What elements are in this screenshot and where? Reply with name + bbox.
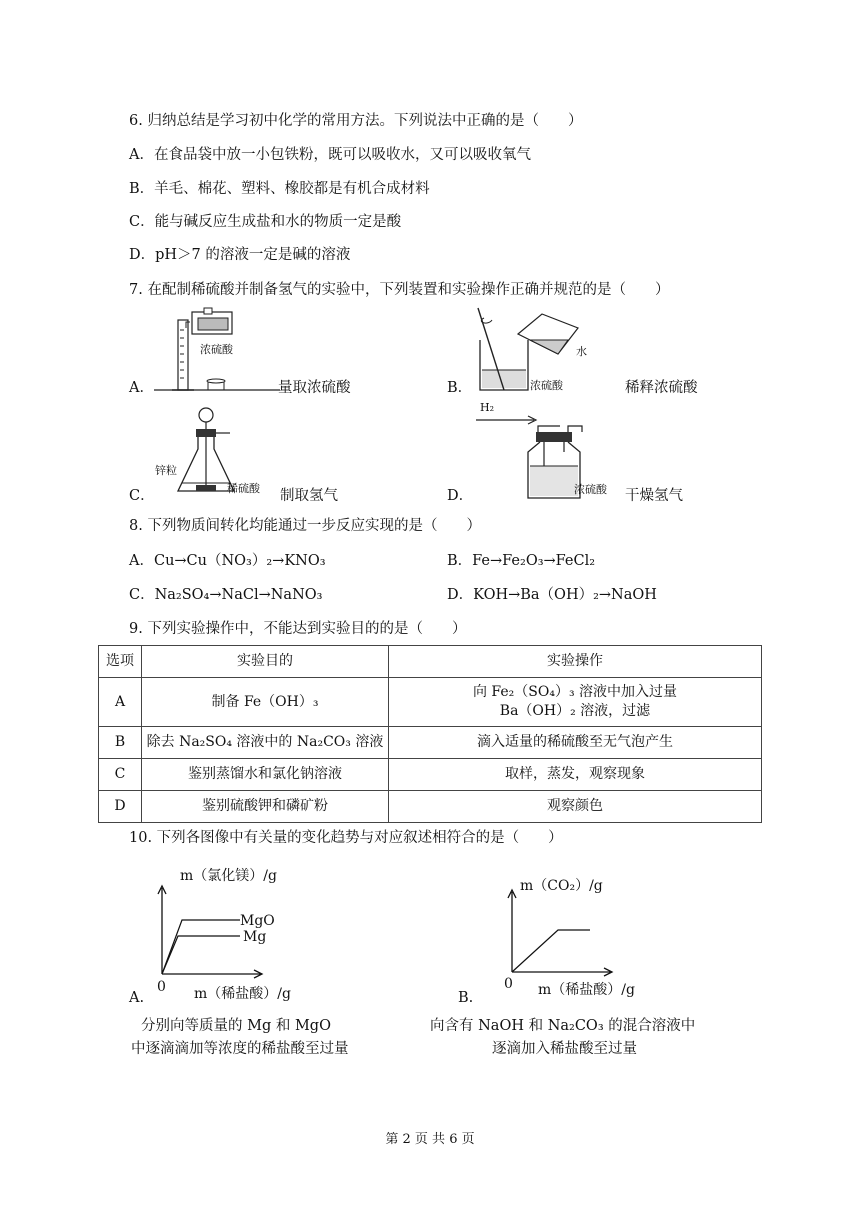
q7a-caption: 量取浓硫酸 — [278, 380, 351, 396]
q10b-series-line — [512, 930, 590, 972]
table-cell-line: Ba（OH）₂ 溶液，过滤 — [499, 703, 651, 719]
q7c-caption: 制取氢气 — [280, 488, 338, 504]
table-cell: D — [99, 791, 142, 823]
q7c-acid-label: 稀硫酸 — [227, 482, 260, 495]
table-cell — [389, 678, 762, 727]
q7b-acid-label: 浓硫酸 — [530, 379, 563, 392]
q8-option-a: A．Cu→Cu（NO₃）₂→KNO₃ — [129, 553, 326, 569]
table-header-cell: 实验目的 — [142, 646, 389, 678]
q10a-y-axis-label: m（氯化镁）/g — [180, 868, 277, 884]
table-header-cell: 选项 — [99, 646, 142, 678]
q10a-series-mgo-label: MgO — [240, 913, 275, 929]
q10b-origin-label: 0 — [504, 976, 513, 992]
q6-stem: 6. 归纳总结是学习初中化学的常用方法。下列说法中正确的是（ ） — [129, 113, 583, 129]
q8-option-b: B．Fe→Fe₂O₃→FeCl₂ — [447, 553, 596, 569]
q10b-description-line-2: 逐滴加入稀盐酸至过量 — [492, 1041, 637, 1057]
q10b-graph — [500, 888, 620, 980]
table-cell: 观察颜色 — [389, 791, 762, 823]
table-cell: 鉴别硫酸钾和磷矿粉 — [142, 791, 389, 823]
table-row — [99, 759, 762, 791]
q9-stem: 9. 下列实验操作中，不能达到实验目的的是（ ） — [129, 621, 467, 637]
table-header-cell: 实验操作 — [389, 646, 762, 678]
q7b-letter: B． — [447, 380, 473, 396]
page-footer: 第 2 页 共 6 页 — [385, 1132, 475, 1147]
q7d-acid-label: 浓硫酸 — [574, 483, 607, 496]
q10b-letter: B. — [458, 990, 474, 1006]
q7d-letter: D． — [447, 488, 474, 504]
q10-stem: 10. 下列各图像中有关量的变化趋势与对应叙述相符合的是（ ） — [129, 830, 563, 846]
table-header-row — [99, 646, 762, 678]
q10a-series-mg-label: Mg — [243, 929, 267, 945]
q7b-caption: 稀释浓硫酸 — [625, 380, 698, 396]
q7d-caption: 干燥氢气 — [625, 488, 683, 504]
table-cell-line: 向 Fe₂（SO₄）₃ 溶液中加入过量 — [472, 684, 678, 700]
q7-stem: 7. 在配制稀硫酸并制备氢气的实验中，下列装置和实验操作正确并规范的是（ ） — [129, 282, 670, 298]
q10a-letter: A. — [129, 990, 145, 1006]
q10a-origin-label: 0 — [157, 979, 166, 995]
q7a-acid-label: 浓硫酸 — [200, 343, 233, 356]
q10a-x-axis-label: m（稀盐酸）/g — [194, 986, 291, 1002]
q6-option-a: A．在食品袋中放一小包铁粉，既可以吸收水，又可以吸收氧气 — [129, 147, 531, 163]
q7d-gas-label: H₂ — [480, 401, 495, 414]
table-cell: 取样，蒸发，观察现象 — [389, 759, 762, 791]
table-row — [99, 678, 762, 727]
q7b-water-label: 水 — [576, 345, 587, 358]
q6-option-d: D．pH＞7 的溶液一定是碱的溶液 — [129, 247, 351, 263]
table-row — [99, 727, 762, 759]
q6-option-b: B．羊毛、棉花、塑料、橡胶都是有机合成材料 — [129, 181, 430, 197]
table-row — [99, 791, 762, 823]
q8-option-c: C．Na₂SO₄→NaCl→NaNO₃ — [129, 587, 323, 603]
table-cell: C — [99, 759, 142, 791]
table-cell: 滴入适量的稀硫酸至无气泡产生 — [389, 727, 762, 759]
q10b-y-axis-label: m（CO₂）/g — [520, 878, 603, 894]
q6-option-c: C．能与碱反应生成盐和水的物质一定是酸 — [129, 214, 402, 230]
table-cell: A — [99, 678, 142, 727]
table-cell: 制备 Fe（OH）₃ — [142, 678, 389, 727]
q8-stem: 8. 下列物质间转化均能通过一步反应实现的是（ ） — [129, 518, 481, 534]
q10a-description-line-2: 中逐滴滴加等浓度的稀盐酸至过量 — [131, 1041, 349, 1057]
q10b-description-line-1: 向含有 NaOH 和 Na₂CO₃ 的混合溶液中 — [430, 1018, 696, 1034]
table-cell: B — [99, 727, 142, 759]
q10b-x-axis-label: m（稀盐酸）/g — [538, 982, 635, 998]
q9-table — [98, 645, 762, 823]
q7c-letter: C． — [129, 488, 155, 504]
q7c-zinc-label: 锌粒 — [155, 464, 177, 477]
q7a-letter: A． — [129, 380, 154, 396]
table-cell: 除去 Na₂SO₄ 溶液中的 Na₂CO₃ 溶液 — [142, 727, 389, 759]
q10a-description-line-1: 分别向等质量的 Mg 和 MgO — [141, 1018, 331, 1034]
q8-option-d: D．KOH→Ba（OH）₂→NaOH — [447, 587, 657, 603]
table-cell: 鉴别蒸馏水和氯化钠溶液 — [142, 759, 389, 791]
